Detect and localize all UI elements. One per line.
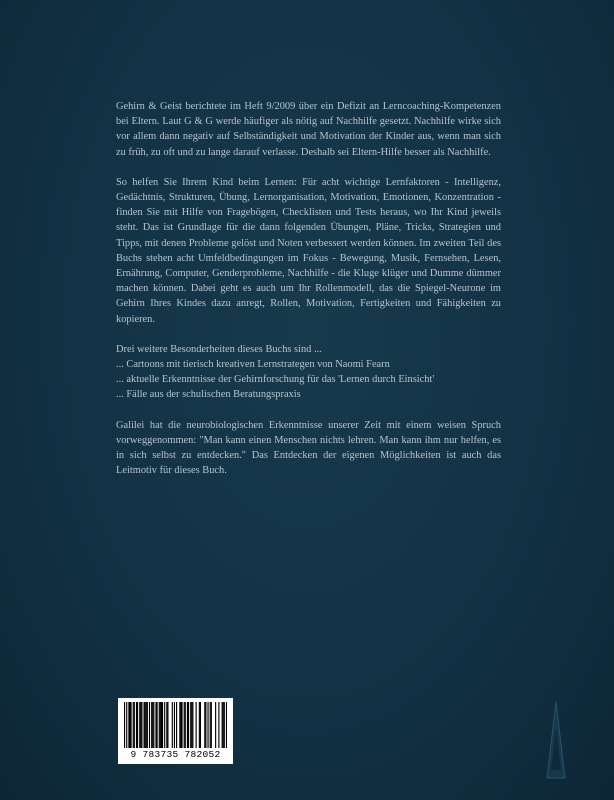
barcode-bar xyxy=(152,702,153,748)
barcode-bar xyxy=(200,702,201,748)
feature-item: ... aktuelle Erkenntnisse der Gehirnforschung für das 'Lernen durch Einsicht' xyxy=(116,374,435,386)
barcode-bar xyxy=(153,702,154,748)
barcode-bar xyxy=(166,702,167,748)
barcode-bar xyxy=(162,702,163,748)
barcode-bar xyxy=(184,702,185,748)
blurb-paragraph-content: So helfen Sie Ihrem Kind beim Lernen: Für acht wichtige Lernfaktoren - Intelligenz, Gedächtnis, Strukturen, Übung, Lernorganisation, Motivation, Emotionen, Konzentration - finden Sie mit Hilfe von Fragebögen, Checklisten und Tests heraus, wo Ihr Kind jeweils steht. Das ist Grundlage für die dann folgenden Übungen, Pläne, Tricks, Strategien und Tipps, mit denen Probleme gelöst und Noten verbessert werden können. Im zweiten Teil des Buchs stehen acht Umfeldbedingungen im Fokus - Bewegung, Musik, Fernsehen, Lesen, Ernährung, Computer, Genderprobleme, Nachhilfe - die Kluge klüger und Dumme dümmer machen können. Dabei geht es auch um Ihr Rollenmodell, das die Spiegel-Neurone im Gehirn Ihres Kindes dazu anregt, Rollen, Motivation, Fertigkeiten und Fähigkeiten zu kopieren. xyxy=(116,176,501,325)
barcode-bar xyxy=(172,702,173,748)
barcode-bar xyxy=(149,702,150,748)
feature-item: ... Fälle aus der schulischen Beratungspraxis xyxy=(116,389,301,401)
barcode-bar xyxy=(144,702,145,748)
barcode-bar xyxy=(164,702,165,748)
barcode-bar xyxy=(179,702,180,748)
barcode-bar xyxy=(167,702,168,748)
isbn-barcode xyxy=(118,698,233,764)
barcode-bar xyxy=(134,702,135,748)
barcode-bar xyxy=(215,702,216,748)
barcode-bar xyxy=(181,702,182,748)
barcode-bar xyxy=(141,702,142,748)
barcode-bar xyxy=(137,702,138,748)
publisher-logo-icon xyxy=(545,700,567,780)
barcode-bar xyxy=(210,702,211,748)
barcode-bar xyxy=(145,702,146,748)
barcode-bar xyxy=(211,702,212,748)
barcode-bar xyxy=(190,702,191,748)
barcode-bar xyxy=(131,702,132,748)
barcode-bar xyxy=(133,702,134,748)
barcode-bar xyxy=(126,702,127,748)
barcode-bar xyxy=(160,702,161,748)
barcode-bar xyxy=(196,702,197,748)
barcode-bar xyxy=(146,702,147,748)
barcode-bar xyxy=(188,702,189,748)
barcode-bar xyxy=(129,702,130,748)
barcode-bar xyxy=(204,702,205,748)
barcode-bar xyxy=(176,702,177,748)
blurb-paragraph-intro: Gehirn & Geist berichtete im Heft 9/2009 über ein Defizit an Lerncoaching-Kompetenzen bei Eltern. Laut G & G werde häufiger als nötig auf Nachhilfe gesetzt. Nachhilfe wirke sich vor allem dann negativ auf Selbständigkeit und Motivation der Kinder aus, wenn man sich zu früh, zu oft und zu lange darauf verlasse. Deshalb sei Eltern-Hilfe besser als Nachhilfe. xyxy=(116,101,501,158)
barcode-bar xyxy=(205,702,206,748)
barcode-bar xyxy=(155,702,156,748)
barcode-bar xyxy=(161,702,162,748)
barcode-bar xyxy=(224,702,225,748)
barcode-bar xyxy=(128,702,129,748)
barcode-bar xyxy=(124,702,125,748)
barcode-bar xyxy=(151,702,152,748)
barcode-bar xyxy=(191,702,192,748)
barcode-bar xyxy=(207,702,208,748)
features-list xyxy=(116,342,501,403)
barcode-bar xyxy=(199,702,200,748)
barcode-bar xyxy=(157,702,158,748)
back-cover-blurb xyxy=(116,99,501,493)
barcode-bar xyxy=(136,702,137,748)
barcode-bars xyxy=(124,702,227,748)
features-intro: Drei weitere Besonderheiten dieses Buchs sind ... xyxy=(116,343,322,355)
barcode-bar xyxy=(226,702,227,748)
blurb-paragraph-quote: Galilei hat die neurobiologischen Erkenntnisse unserer Zeit mit einem weisen Spruch vorweggenommen: "Man kann einen Menschen nichts lehren. Man kann ihm nur helfen, es in sich selbst zu entdecken." Das Entdecken der eigenen Möglichkeiten ist auch das Leitmotiv für dieses Buch. xyxy=(116,419,501,477)
barcode-bar xyxy=(185,702,186,748)
isbn-digits: 9 783735 782052 xyxy=(130,749,221,760)
barcode-bar xyxy=(159,702,160,748)
feature-item: ... Cartoons mit tierisch kreativen Lernstrategen von Naomi Fearn xyxy=(116,359,390,371)
barcode-bar xyxy=(187,702,188,748)
barcode-bar xyxy=(139,702,140,748)
barcode-bar xyxy=(192,702,193,748)
barcode-bar xyxy=(174,702,175,748)
barcode-bar xyxy=(223,702,224,748)
barcode-bar xyxy=(147,702,148,748)
barcode-bar xyxy=(222,702,223,748)
barcode-bar xyxy=(218,702,219,748)
barcode-bar xyxy=(180,702,181,748)
barcode-bar xyxy=(140,702,141,748)
